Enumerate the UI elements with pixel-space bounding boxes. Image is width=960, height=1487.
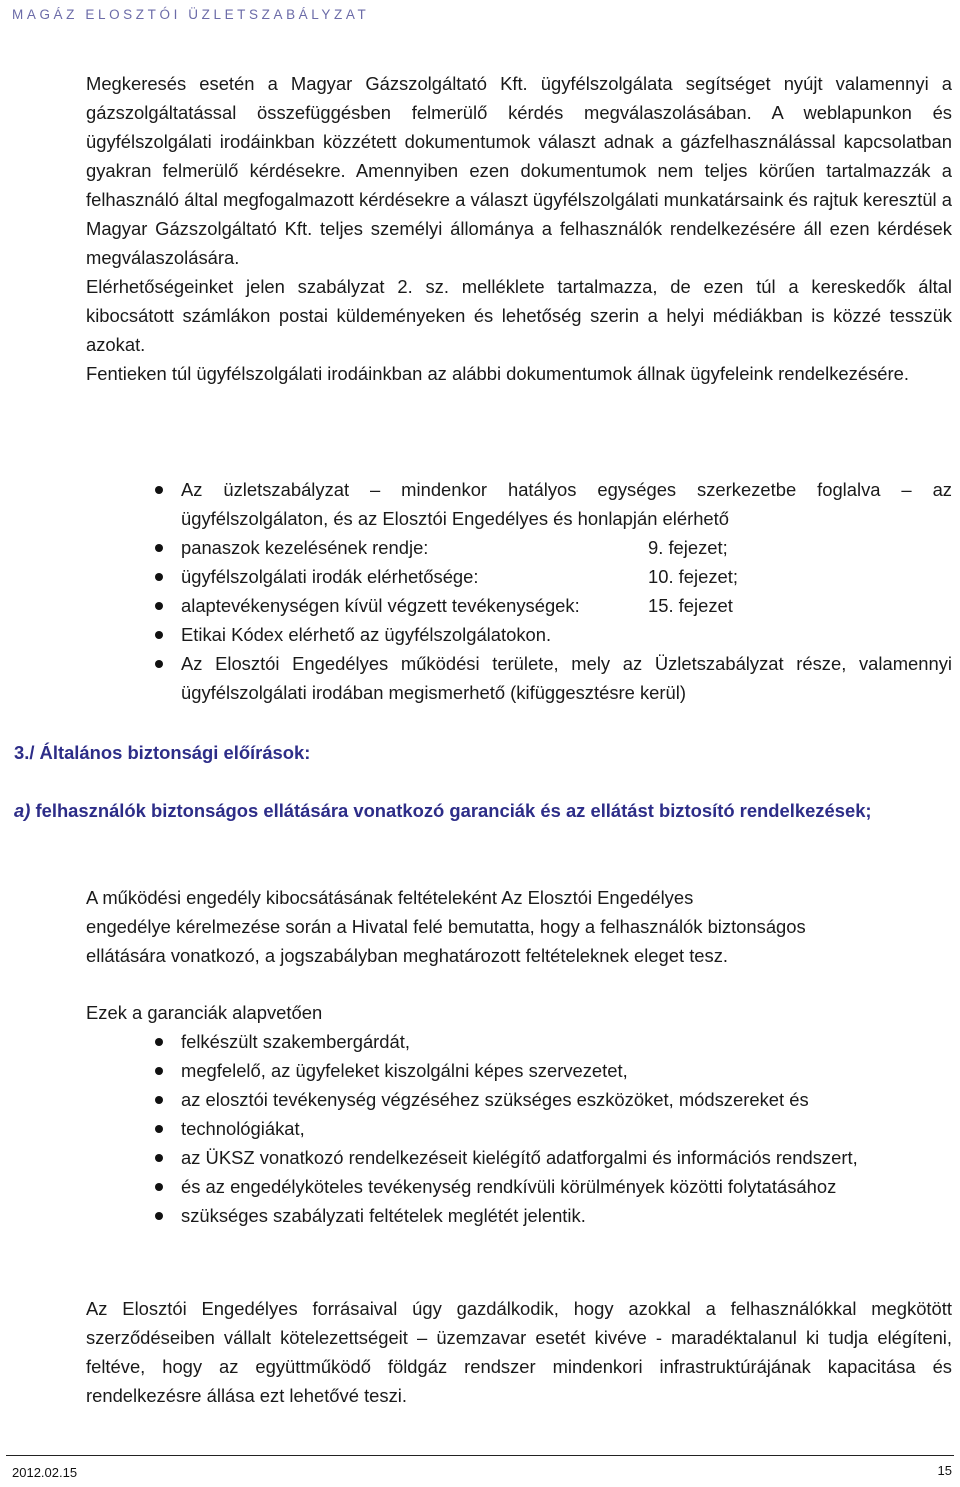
list-item-value: 9. fejezet;: [648, 537, 728, 558]
bullet-icon: [155, 573, 163, 581]
bullet-icon: [155, 1183, 163, 1191]
resources-paragraph: Az Elosztói Engedélyes forrásaival úgy gazdálkodik, hogy azokkal a felhasználókkal megkötött szerződéseiben vállalt kötelezettségeit – üzemzavar esetét kivéve - maradéktalanul ki tudja elégíteni, feltéve, hogy az együttműködő földgáz rendszer mindenkori infrastruktúrájának kapacitása és rendelkezésre állása ezt lehetővé teszi.: [86, 1298, 952, 1406]
bullet-icon: [155, 1067, 163, 1075]
list-item: [155, 1085, 952, 1114]
bullet-icon: [155, 602, 163, 610]
bullet-icon: [155, 486, 163, 494]
list-item-text: szükséges szabályzati feltételek meglétét jelentik.: [181, 1205, 586, 1226]
bullet-icon: [155, 1212, 163, 1220]
guarantees-list: [155, 1027, 952, 1230]
list-item: [155, 1056, 952, 1085]
list-item-text: az elosztói tevékenység végzéséhez szükséges eszközöket, módszereket és: [181, 1089, 809, 1110]
list-item-text: és az engedélyköteles tevékenység rendkívüli körülmények közötti folytatásához: [181, 1176, 837, 1197]
list-item-text: technológiákat,: [181, 1118, 305, 1139]
list-item-text: Az Elosztói Engedélyes működési területe, mely az Üzletszabályzat része, valamennyi ügyfélszolgálati irodában megismerhető (kifüggesztésre kerül): [181, 653, 952, 703]
list-item: [155, 649, 952, 707]
bullet-icon: [155, 1125, 163, 1133]
list-item-text: Az üzletszabályzat – mindenkor hatályos egységes szerkezetbe foglalva – az ügyfélszolgálaton, és az Elosztói Engedélyes és honlapján elérhető: [181, 479, 952, 529]
bullet-icon: [155, 1096, 163, 1104]
guarantees-intro: Ezek a garanciák alapvetően: [86, 1002, 323, 1023]
footer-date: 2012.02.15: [12, 1465, 78, 1480]
list-item: [155, 1143, 952, 1172]
bullet-icon: [155, 1154, 163, 1162]
bullet-icon: [155, 544, 163, 552]
list-item-value: 15. fejezet: [648, 595, 733, 616]
bullet-icon: [155, 1038, 163, 1046]
bullet-icon: [155, 660, 163, 668]
list-item-text: megfelelő, az ügyfeleket kiszolgálni képes szervezetet,: [181, 1060, 628, 1081]
paragraph-line: engedélye kérelmezése során a Hivatal felé bemutatta, hogy a felhasználók biztonságos: [86, 916, 806, 937]
footer-divider: [6, 1455, 954, 1456]
list-item-text: az ÜKSZ vonatkozó rendelkezéseit kielégítő adatforgalmi és információs rendszert,: [181, 1147, 858, 1168]
document-header-title: MAGÁZ ELOSZTÓI ÜZLETSZABÁLYZAT: [12, 7, 370, 22]
list-item: [155, 1027, 952, 1056]
bullet-icon: [155, 631, 163, 639]
list-item: [155, 1172, 952, 1201]
list-item: [155, 1201, 952, 1230]
list-item-text: felkészült szakembergárdát,: [181, 1031, 410, 1052]
license-paragraph: [86, 883, 952, 970]
intro-section: [86, 69, 952, 388]
list-item-label: alaptevékenységen kívül végzett tevékenységek:: [181, 595, 580, 616]
intro-paragraph-3: Fentieken túl ügyfélszolgálati irodáinkban az alábbi dokumentumok állnak ügyfeleink rendelkezésére.: [86, 363, 909, 384]
intro-paragraph-1: Megkeresés esetén a Magyar Gázszolgáltató Kft. ügyfélszolgálata segítséget nyújt valamennyi a gázszolgáltatással összefüggésben felmerülő kérdés megválaszolásában. A weblapunkon és ügyfélszolgálati irodáinkban közzétett dokumentumok választ adnak a gázfelhasználással kapcsolatban gyakran felmerülő kérdésekre. Amennyiben ezen dokumentumok nem teljes körűen tartalmazzák a felhasználó által megfogalmazott kérdésekre a választ ügyfélszolgálati munkatársaink és rajtuk keresztül a Magyar Gázszolgáltató Kft. teljes személyi állománya a felhasználók rendelkezésére áll ezen kérdések megválaszolására.: [86, 73, 952, 268]
section-a-heading: [14, 796, 952, 825]
list-item-label: panaszok kezelésének rendje:: [181, 537, 429, 558]
section-a-title: felhasználók biztonságos ellátására vonatkozó garanciák és az ellátást biztosító rendelkezések;: [35, 800, 872, 821]
list-item: [155, 562, 952, 591]
documents-list: [155, 475, 952, 707]
paragraph-line: ellátására vonatkozó, a jogszabályban meghatározott feltételeknek eleget tesz.: [86, 945, 729, 966]
list-item: [155, 1114, 952, 1143]
list-item: [155, 620, 952, 649]
list-item-text: Etikai Kódex elérhető az ügyfélszolgálatokon.: [181, 624, 552, 645]
paragraph-line: A működési engedély kibocsátásának feltételeként Az Elosztói Engedélyes: [86, 887, 694, 908]
intro-paragraph-2: Elérhetőségeinket jelen szabályzat 2. sz. melléklete tartalmazza, de ezen túl a kereskedők által kibocsátott számlákon postai küldeményeken és lehetőség szerin a helyi médiákban is közzé tesszük azokat.: [86, 276, 952, 355]
section-3-heading: 3./ Általános biztonsági előírások:: [14, 742, 311, 763]
list-item: [155, 533, 952, 562]
list-item: [155, 591, 952, 620]
list-item-label: ügyfélszolgálati irodák elérhetősége:: [181, 566, 479, 587]
list-item-value: 10. fejezet;: [648, 566, 738, 587]
list-item: [155, 475, 952, 533]
section-a-label: a): [14, 800, 31, 821]
page-number: 15: [937, 1463, 952, 1478]
